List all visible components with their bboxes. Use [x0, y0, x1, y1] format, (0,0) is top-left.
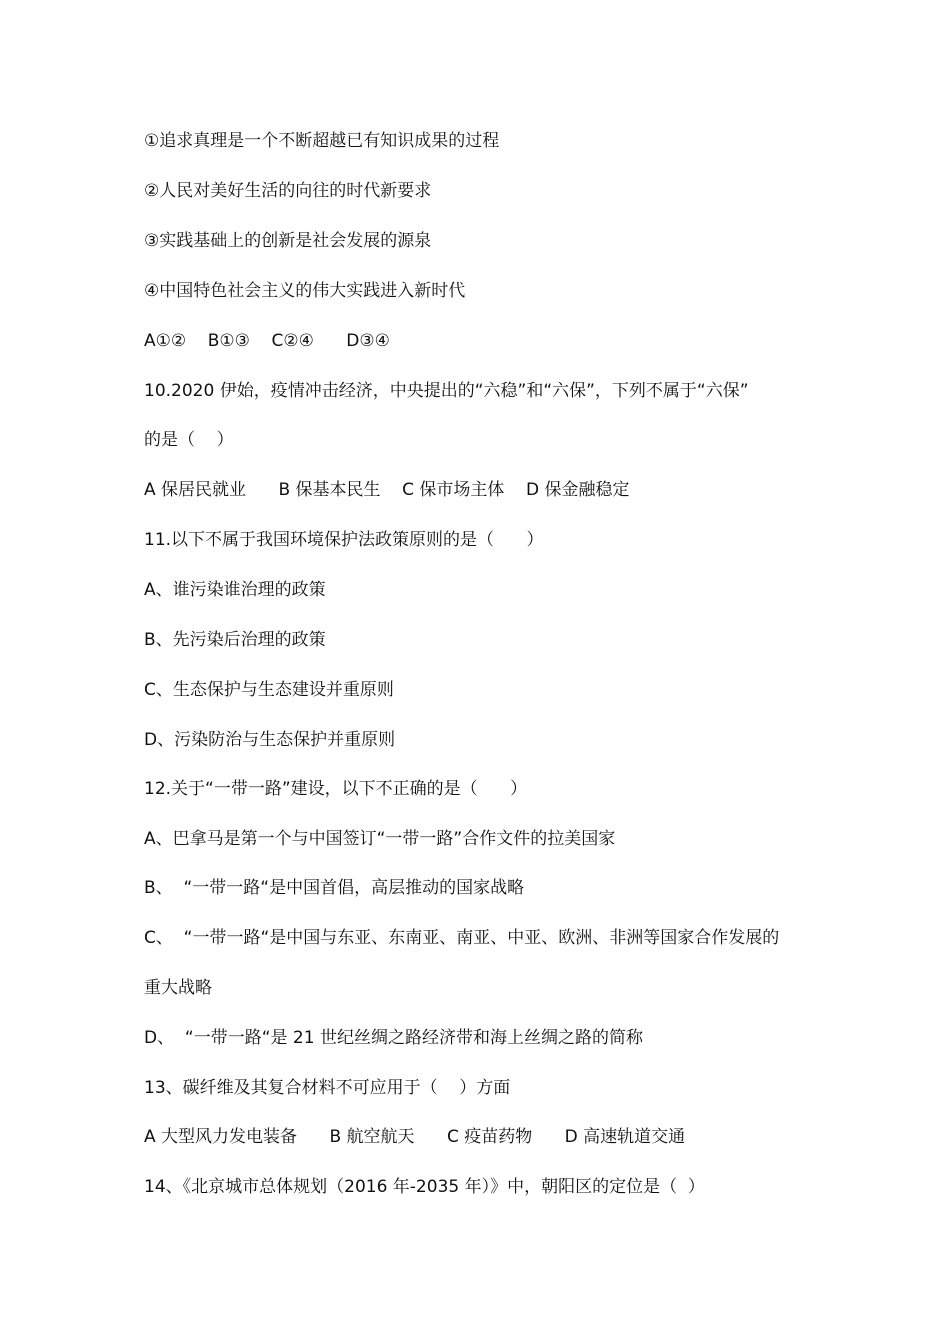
question-13-choices: A 大型风力发电装备 B 航空航天 C 疫苗药物 D 高速轨道交通 — [144, 1127, 686, 1147]
question-11-choice-d: D、污染防治与生态保护并重原则 — [144, 730, 396, 750]
option-statement-1: ①追求真理是一个不断超越已有知识成果的过程 — [144, 131, 500, 151]
question-12-choice-b: B、 “一带一路“是中国首倡，高层推动的国家战略 — [144, 878, 525, 898]
question-14-stem: 14、《北京城市总体规划（2016 年-2035 年）》中，朝阳区的定位是（ ） — [144, 1177, 705, 1197]
question-11-choice-c: C、生态保护与生态建设并重原则 — [144, 680, 394, 700]
question-11-choice-b: B、先污染后治理的政策 — [144, 630, 326, 650]
question-9-choices: A①② B①③ C②④ D③④ — [144, 331, 390, 351]
question-10-choices: A 保居民就业 B 保基本民生 C 保市场主体 D 保金融稳定 — [144, 480, 630, 500]
question-12-choice-a: A、巴拿马是第一个与中国签订“一带一路”合作文件的拉美国家 — [144, 829, 616, 849]
question-10-stem-cont: 的是（ ） — [144, 430, 234, 450]
question-12-choice-d: D、 “一带一路“是 21 世纪丝绸之路经济带和海上丝绸之路的简称 — [144, 1028, 643, 1048]
question-12-choice-c: C、 “一带一路“是中国与东亚、东南亚、南亚、中亚、欧洲、非洲等国家合作发展的 — [144, 928, 780, 948]
question-11-stem: 11.以下不属于我国环境保护法政策原则的是（ ） — [144, 530, 544, 550]
option-statement-3: ③实践基础上的创新是社会发展的源泉 — [144, 231, 432, 251]
question-12-stem: 12.关于“一带一路”建设，以下不正确的是（ ） — [144, 779, 528, 799]
option-statement-4: ④中国特色社会主义的伟大实践进入新时代 — [144, 281, 466, 301]
question-11-choice-a: A、谁污染谁治理的政策 — [144, 580, 326, 600]
option-statement-2: ②人民对美好生活的向往的时代新要求 — [144, 181, 432, 201]
question-12-choice-c-cont: 重大战略 — [144, 978, 212, 998]
question-13-stem: 13、碳纤维及其复合材料不可应用于（ ）方面 — [144, 1078, 511, 1098]
question-10-stem: 10.2020 伊始，疫情冲击经济，中央提出的“六稳”和“六保”，下列不属于“六保” — [144, 381, 749, 401]
